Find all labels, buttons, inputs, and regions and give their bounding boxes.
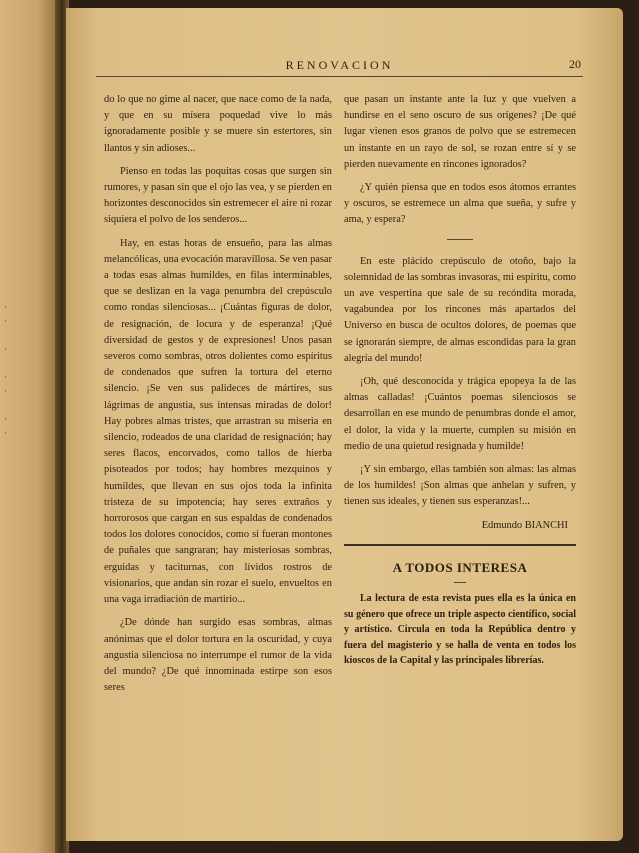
facing-page (0, 0, 62, 853)
book-page (66, 8, 623, 841)
section-separator (447, 239, 473, 240)
heading-dash (454, 582, 466, 583)
paragraph: ¡Oh, qué desconocida y trágica epopeya la de las almas calladas! ¡Cuántos poemas silenciosos se desarrollan en ese mundo de penumbras donde el amor, el dolor, la vida y la muerte, cumplen su misión en medio de una quietud resignada y humilde! (344, 376, 576, 452)
paragraph: ¿Y quién piensa que en todos esos átomos errantes y oscuros, se estremece un alma que sueña, y sufre y ama, y espera? (344, 182, 576, 226)
author-signature: Edmundo BIANCHI (481, 519, 568, 531)
paragraph: ¡Y sin embargo, ellas también son almas: las almas de los humildes! ¡Son almas que anhelan y sufren, y tienen sus ideales, y tienen sus esperanzas!... (344, 464, 576, 508)
paragraph: Pienso en todas las poquitas cosas que surgen sin rumores, y pasan sin que el ojo las vea, y se pierden en horizontes desconocidos sin estremecer el aire ni rozar siquiera el polvo de los senderos... (104, 165, 332, 226)
paragraph: ¿De dónde han surgido esas sombras, almas anónimas que el dolor tortura en la oscuridad, y cuya angustia silenciosa no interrumpe el rumor de la vida del mundo? ¿De qué innominada estirpe son esos seres (104, 617, 332, 694)
paragraph: Hay, en estas horas de ensueño, para las almas melancólicas, una evocación maravillosa. Se ven pasar a todas esas almas humildes, en filas interminables, que se deslizan en la vaga penumbra del crepúsculo como rondas silenciosas... ¡Cuántas figuras de dolor, de resignación, de locura y de esperanza! ¡Qué diversidad de gestos y de expresiones! Unos pasan severos como sombras, otros dolientes como espíritus de condenados que sufren la tortura del eterno silencio. ¡Se ven sus palideces de mártires, sus lágrimas de angustia, sus intensas miradas de dolor! Hay pobres almas tristes, que arrastran su miseria en silencio, rodeados de una claridad de resignación; hay seres flacos, encorvados, como tallos de hierba pisoteados por todos; hay hombres mezquinos y humildes, que llevan en sus ojos toda la infinita tristeza de su impotencia; hay seres extraños y horrorosos que cargan en sus espaldas de condenados todos los dolores conocidos, como si fueran montones de puñales que sangraran; hay misteriosas sombras, erguidas y taciturnas, con lívidos rostros de visionarios, que andan sin rozar el suelo, envueltos en una vaga irradiación de martirio... (104, 237, 332, 606)
notice-paragraph: La lectura de esta revista pues ella es la única en su género que ofrece un triple aspecto científico, social y artístico. Circula en toda la República dentro y fuera del magisterio y se halla de venta en todos los kioscos de la Capital y las principales librerías. (344, 593, 576, 667)
right-column-text-b (344, 254, 576, 511)
paragraph: do lo que no gime al nacer, que nace como de la nada, y que en su mísera poquedad vive lo más ignoradamente posible y se muere sin estertores, sin llantos y sin adioses... (104, 94, 332, 154)
page-number: 20 (569, 57, 581, 71)
paragraph: que pasan un instante ante la luz y que vuelven a hundirse en el seno oscuro de sus orígenes? ¡De qué lugar vienen esos granos de polvo que se estremecen un instante en un rayo de sol, se rozan entre sí y se pierden nuevamente en rincones ignorados? (344, 94, 576, 170)
facing-page-edge-marks: · · · · · · · (4, 302, 7, 438)
section-rule (344, 544, 576, 546)
running-title: RENOVACION (285, 58, 394, 72)
page-header (96, 54, 583, 77)
paragraph: En este plácido crepúsculo de otoño, bajo la solemnidad de las sombras invasoras, mi espíritu, como un ave vespertina que sale de su recóndita morada, vagabundea por los rincones más apartados del Universo en busca de ocultos dolores, de poemas que se ignorarán siempre, de almas escondidas para la gran alegría del mundo! (344, 255, 576, 364)
section-heading: A TODOS INTERESA (392, 559, 528, 575)
left-column (104, 92, 332, 703)
right-column (344, 92, 576, 676)
right-column-text-a (344, 92, 576, 229)
